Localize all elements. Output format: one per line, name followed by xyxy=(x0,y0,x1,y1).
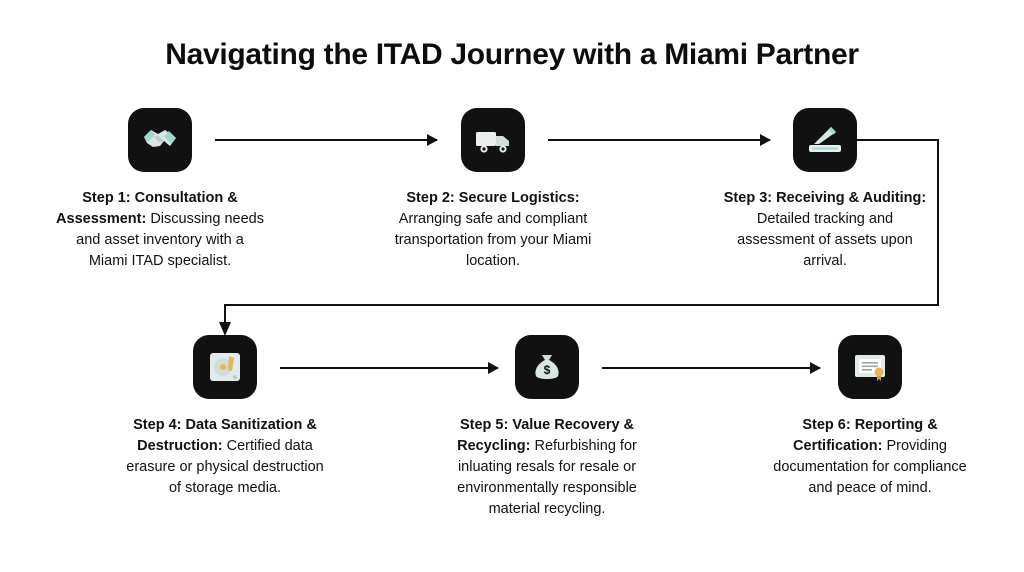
step-4-text: Certified data erasure or physical destruction of storage media. xyxy=(126,438,324,497)
step-3 xyxy=(720,108,930,272)
step-1 xyxy=(55,108,265,272)
scanner-icon xyxy=(793,108,857,172)
step-1-text: Discussing needs and asset inventory with a Miami ITAD specialist. xyxy=(76,211,264,270)
step-1-caption xyxy=(55,188,265,272)
step-6-label: Step 6: Reporting & Certification: xyxy=(793,417,938,455)
step-3-text: Detailed tracking and assessment of assets upon arrival. xyxy=(737,211,913,270)
step-2-caption xyxy=(388,188,598,272)
truck-icon xyxy=(461,108,525,172)
step-2-text: Arranging safe and compliant transportation from your Miami location. xyxy=(394,211,592,270)
money-bag-icon xyxy=(515,335,579,399)
page-title: Navigating the ITAD Journey with a Miami Partner xyxy=(165,38,859,71)
step-4-caption xyxy=(120,415,330,499)
step-5-label: Step 5: Value Recovery & Recycling: xyxy=(457,417,635,455)
step-5-caption xyxy=(442,415,652,520)
step-6-text: Providing documentation for compliance and peace of mind. xyxy=(773,438,967,497)
step-5-text: Refurbishing for inluating resals for resale or environmentally responsible material recycling. xyxy=(457,438,637,518)
step-6 xyxy=(765,335,975,499)
step-4 xyxy=(120,335,330,499)
step-5 xyxy=(442,335,652,520)
step-3-caption xyxy=(720,188,930,272)
step-1-label: Step 1: Consultation & Assessment: xyxy=(56,190,238,228)
step-4-label: Step 4: Data Sanitization & Destruction: xyxy=(133,417,317,455)
hard-drive-icon xyxy=(193,335,257,399)
step-2-label: Step 2: Secure Logistics: xyxy=(406,190,580,206)
step-3-label: Step 3: Receiving & Auditing: xyxy=(723,190,927,206)
step-6-caption xyxy=(765,415,975,499)
svg-text:$: $ xyxy=(543,363,551,377)
step-2 xyxy=(388,108,598,272)
handshake-icon xyxy=(128,108,192,172)
certificate-icon xyxy=(838,335,902,399)
